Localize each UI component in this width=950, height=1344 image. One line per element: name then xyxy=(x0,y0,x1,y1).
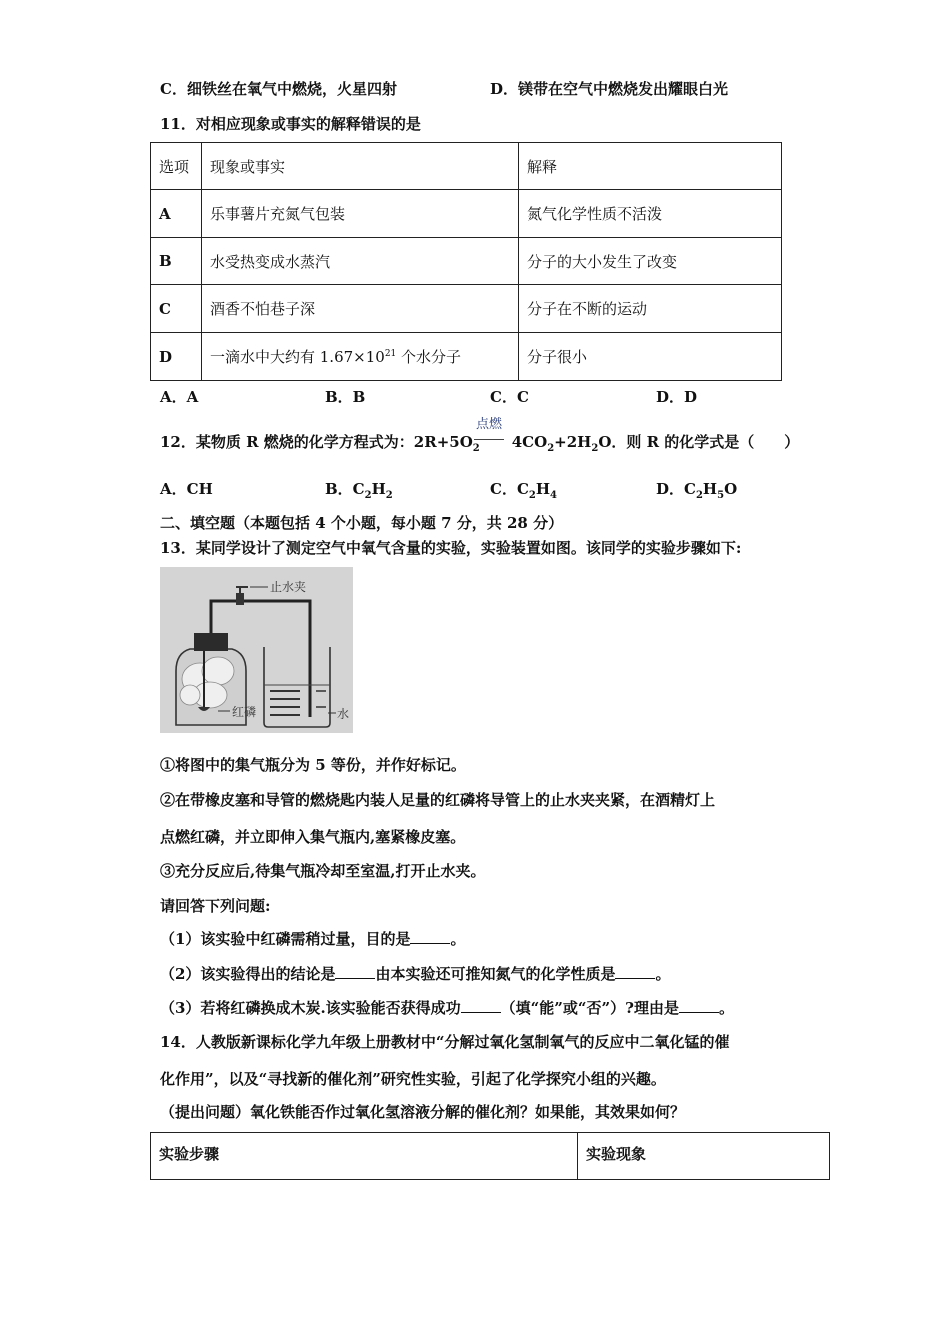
row-fact: 乐事薯片充氮气包装 xyxy=(202,190,519,238)
stem-text: 12．某物质 R 燃烧的化学方程式为：2R+5O xyxy=(160,433,473,451)
apparatus-figure xyxy=(160,567,353,733)
row-explain: 分子很小 xyxy=(519,333,782,381)
question-text: （填“能”或“否”）?理由是 xyxy=(500,999,679,1017)
apparatus-drawing xyxy=(160,567,353,733)
stem-text: +2H xyxy=(554,433,592,451)
q10-option-c: C．细铁丝在氧气中燃烧，火星四射 xyxy=(160,80,397,98)
row-option: D xyxy=(151,333,202,381)
q12-choice-d xyxy=(656,478,737,501)
exponent: 21 xyxy=(384,349,397,359)
choice-text: A．CH xyxy=(160,480,213,498)
question-text: 。 xyxy=(450,930,466,948)
choice-text: H xyxy=(535,480,551,498)
question-text: 。 xyxy=(718,999,734,1017)
table-header: 实验现象 xyxy=(578,1133,830,1180)
question-text: （2）该实验得出的结论是 xyxy=(160,965,336,983)
q12-choice-a xyxy=(160,478,213,499)
step-3: ③充分反应后,待集气瓶冷却至室温,打开止水夹。 xyxy=(160,862,486,880)
table-row xyxy=(151,285,782,333)
section-title: 二、填空题（本题包括 4 个小题，每小题 7 分，共 28 分） xyxy=(160,514,564,532)
fact-text: 个水分子 xyxy=(396,348,462,366)
row-fact xyxy=(202,333,519,381)
subscript: 2 xyxy=(695,490,703,501)
subscript: 5 xyxy=(717,490,725,501)
answer-blank[interactable] xyxy=(410,931,450,944)
sub-question-3 xyxy=(160,997,734,1018)
q12-choice-b xyxy=(325,478,393,501)
phosphorus-label: 红磷 xyxy=(232,705,257,719)
choice-text: D．C xyxy=(656,480,696,498)
step-2-cont: 点燃红磷，并立即伸入集气瓶内,塞紧橡皮塞。 xyxy=(160,828,466,846)
subscript: 2 xyxy=(528,490,536,501)
q14-line-1: 14．人教版新课标化学九年级上册教材中“分解过氧化氢制氧气的反应中二氧化锰的催 xyxy=(160,1033,730,1051)
question-text: （3）若将红磷换成木炭.该实验能否获得成功 xyxy=(160,999,461,1017)
step-1: ①将图中的集气瓶分为 5 等份，并作好标记。 xyxy=(160,756,466,774)
stem-text: 4CO xyxy=(511,433,548,451)
question-text: （1）该实验中红磷需稍过量，目的是 xyxy=(160,930,411,948)
choice-text: O xyxy=(724,480,738,498)
water-label: 水 xyxy=(337,707,350,721)
q14-table xyxy=(150,1132,830,1180)
table-row xyxy=(151,190,782,238)
q11-choice-c: C．C xyxy=(490,388,529,406)
subscript: 2 xyxy=(364,490,372,501)
q11-choice-b: B．B xyxy=(325,388,366,406)
choice-text: H xyxy=(702,480,718,498)
subscript: 2 xyxy=(472,443,480,454)
row-option: C xyxy=(151,285,202,333)
table-header: 解释 xyxy=(519,143,782,190)
answer-blank[interactable] xyxy=(679,1000,719,1013)
subscript: 2 xyxy=(385,490,393,501)
table-header: 实验步骤 xyxy=(151,1133,578,1180)
q12-stem xyxy=(160,431,799,454)
clamp-label: 止水夹 xyxy=(270,580,307,594)
row-option: A xyxy=(151,190,202,238)
table-header: 现象或事实 xyxy=(202,143,519,190)
q12-choice-c xyxy=(490,478,557,501)
q14-question: （提出问题）氧化铁能否作过氧化氢溶液分解的催化剂？如果能，其效果如何？ xyxy=(160,1103,686,1121)
table-row xyxy=(151,238,782,285)
answer-blank[interactable] xyxy=(615,966,655,979)
choice-text: C．C xyxy=(490,480,529,498)
question-text: 由本实验还可推知氮气的化学性质是 xyxy=(375,965,616,983)
answer-blank[interactable] xyxy=(335,966,375,979)
step-2: ②在带橡皮塞和导管的燃烧匙内装人足量的红磷将导管上的止水夹夹紧，在酒精灯上 xyxy=(160,791,716,809)
subscript: 2 xyxy=(547,443,555,454)
q11-table xyxy=(150,142,782,381)
choice-text: B．C xyxy=(325,480,365,498)
sub-question-1 xyxy=(160,928,465,949)
q11-stem: 11．对相应现象或事实的解释错误的是 xyxy=(160,115,421,133)
answer-blank[interactable] xyxy=(461,1000,501,1013)
q11-choice-a: A．A xyxy=(160,388,199,406)
table-row xyxy=(151,333,782,381)
row-fact: 水受热变成水蒸汽 xyxy=(202,238,519,285)
q11-choice-d: D．D xyxy=(656,388,698,406)
row-explain: 氮气化学性质不活泼 xyxy=(519,190,782,238)
question-text: 。 xyxy=(655,965,671,983)
sub-question-2 xyxy=(160,963,670,984)
q10-option-d: D．镁带在空气中燃烧发出耀眼白光 xyxy=(490,80,729,98)
choice-text: H xyxy=(371,480,386,498)
table-header: 选项 xyxy=(151,143,202,190)
ask-line: 请回答下列问题: xyxy=(160,897,271,915)
fact-text: 一滴水中大约有 1.67×10 xyxy=(210,348,385,366)
stem-text: O．则 R 的化学式是（ ） xyxy=(598,433,800,451)
row-explain: 分子在不断的运动 xyxy=(519,285,782,333)
row-explain: 分子的大小发生了改变 xyxy=(519,238,782,285)
row-fact: 酒香不怕巷子深 xyxy=(202,285,519,333)
subscript: 2 xyxy=(591,443,599,454)
q14-line-2: 化作用”，以及“寻找新的催化剂”研究性实验，引起了化学探究小组的兴趣。 xyxy=(160,1070,666,1088)
q13-stem: 13．某同学设计了测定空气中氧气含量的实验，实验装置如图。该同学的实验步骤如下: xyxy=(160,539,742,557)
subscript: 4 xyxy=(550,490,558,501)
row-option: B xyxy=(151,238,202,285)
reaction-condition: 点燃 xyxy=(476,417,503,432)
